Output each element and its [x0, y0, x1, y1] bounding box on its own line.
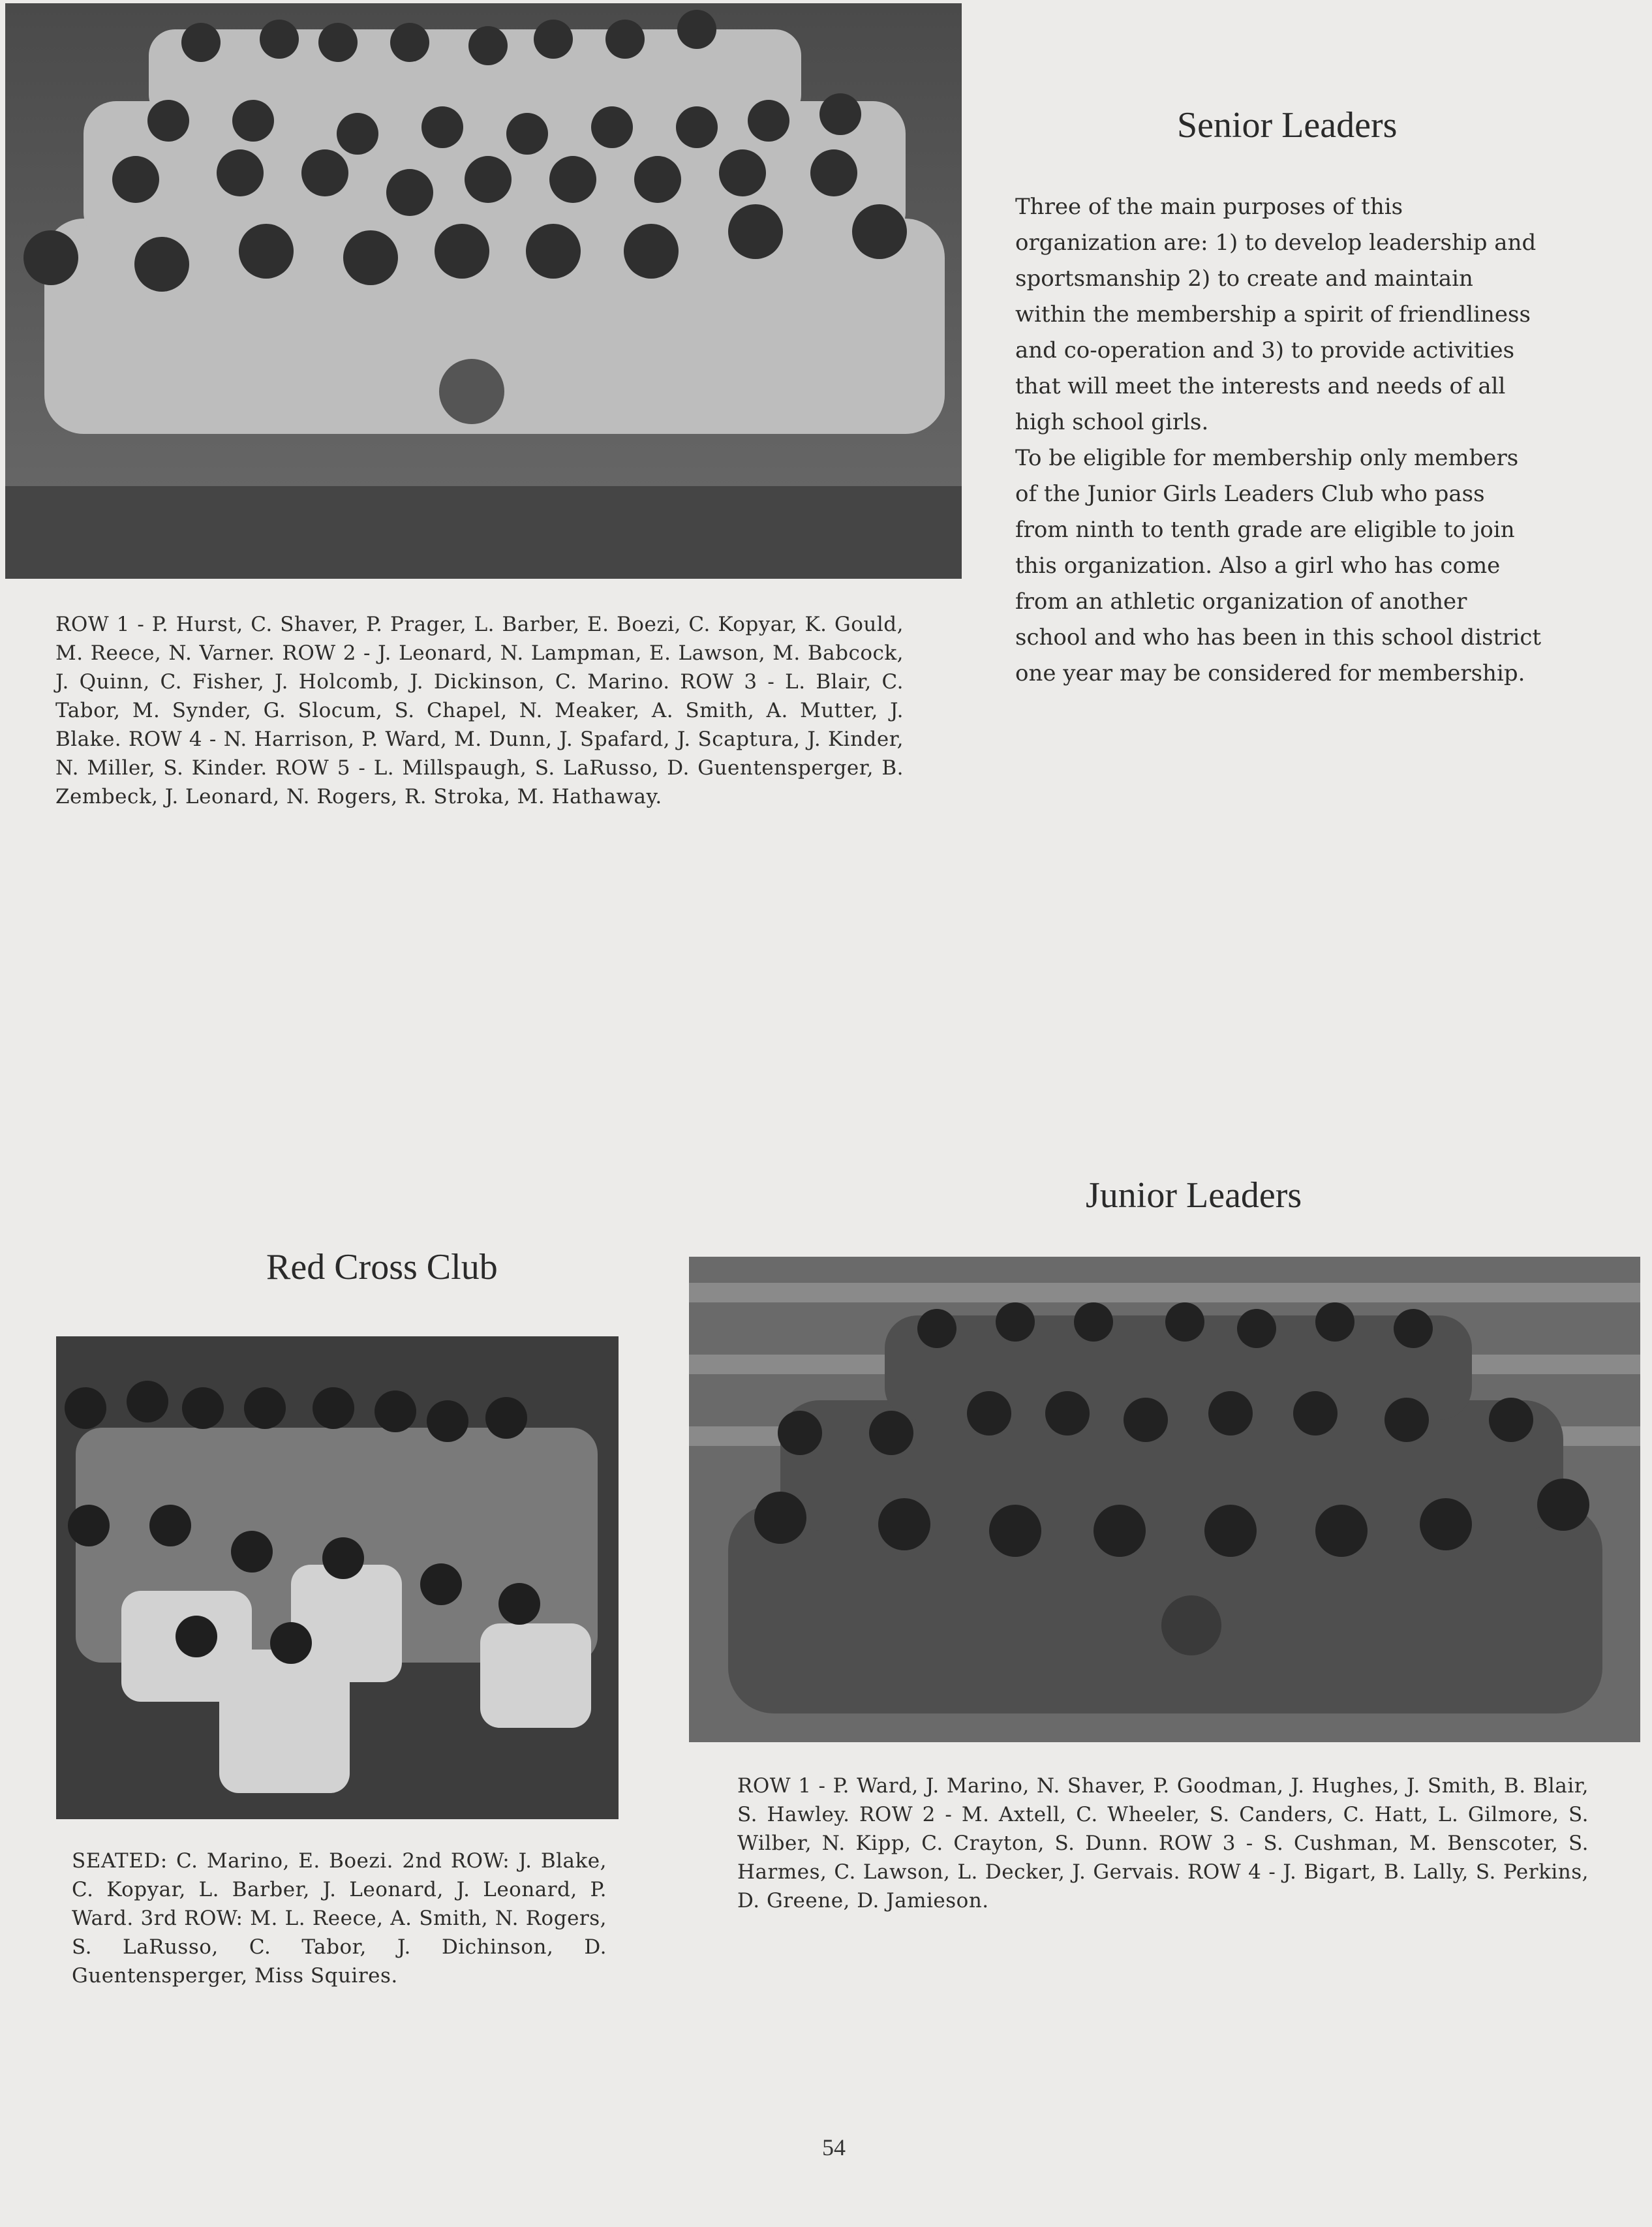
senior-leaders-photo-image	[5, 3, 962, 579]
senior-leaders-photo	[5, 3, 962, 579]
senior-leaders-title: Senior Leaders	[1177, 105, 1398, 146]
red-cross-club-title: Red Cross Club	[266, 1247, 498, 1287]
junior-leaders-photo-image	[689, 1257, 1640, 1742]
junior-leaders-caption: ROW 1 - P. Ward, J. Marino, N. Shaver, P. Goodman, J. Hughes, J. Smith, B. Blair, S. Hawley. ROW 2 - M. Axtell, C. Wheeler, S. Canders, C. Hatt, L. Gilmore, S. Wilber, N. Kipp, C. Crayton, S. Dunn. ROW 3 - S. Cushman, M. Benscoter, S. Harmes, C. Lawson, L. Decker, J. Gervais. ROW 4 - J. Bigart, B. Lally, S. Perkins, D. Greene, D. Jamieson.	[737, 1774, 1589, 1912]
senior-leaders-caption: ROW 1 - P. Hurst, C. Shaver, P. Prager, L. Barber, E. Boezi, C. Kopyar, K. Gould, M. Reece, N. Varner. ROW 2 - J. Leonard, N. Lampman, E. Lawson, M. Babcock, J. Quinn, C. Fisher, J. Holcomb, J. Dickinson, C. Marino. ROW 3 - L. Blair, C. Tabor, M. Synder, G. Slocum, S. Chapel, N. Meaker, A. Smith, A. Mutter, J. Blake. ROW 4 - N. Harrison, P. Ward, M. Dunn, J. Spafard, J. Scaptura, J. Kinder, N. Miller, S. Kinder. ROW 5 - L. Millspaugh, S. LaRusso, D. Guentensperger, B. Zembeck, J. Leonard, N. Rogers, R. Stroka, M. Hathaway.	[55, 613, 904, 808]
red-cross-club-photo	[56, 1336, 619, 1819]
red-cross-club-photo-image	[56, 1336, 619, 1819]
junior-leaders-photo	[689, 1257, 1640, 1742]
red-cross-club-caption: SEATED: C. Marino, E. Boezi. 2nd ROW: J. Blake, C. Kopyar, L. Barber, J. Leonard, J. Leonard, P. Ward. 3rd ROW: M. L. Reece, A. Smith, N. Rogers, S. LaRusso, C. Tabor, J. Dichinson, D. Guentensperger, Miss Squires.	[72, 1849, 607, 1988]
senior-leaders-description	[1015, 189, 1544, 692]
senior-leaders-paragraph-2: To be eligible for membership only members of the Junior Girls Leaders Club who pass from ninth to tenth grade are eligible to join this organization. Also a girl who has come from an athletic organization of another school and who has been in this school district one year may be considered for membership.	[1015, 445, 1542, 686]
junior-leaders-title: Junior Leaders	[1086, 1175, 1302, 1216]
page-number: 54	[822, 2134, 846, 2160]
senior-leaders-paragraph-1: Three of the main purposes of this organization are: 1) to develop leadership and sportsmanship 2) to create and maintain within the membership a spirit of friendliness and co-operation and 3) to provide activities that will meet the interests and needs of all high school girls.	[1015, 194, 1537, 435]
